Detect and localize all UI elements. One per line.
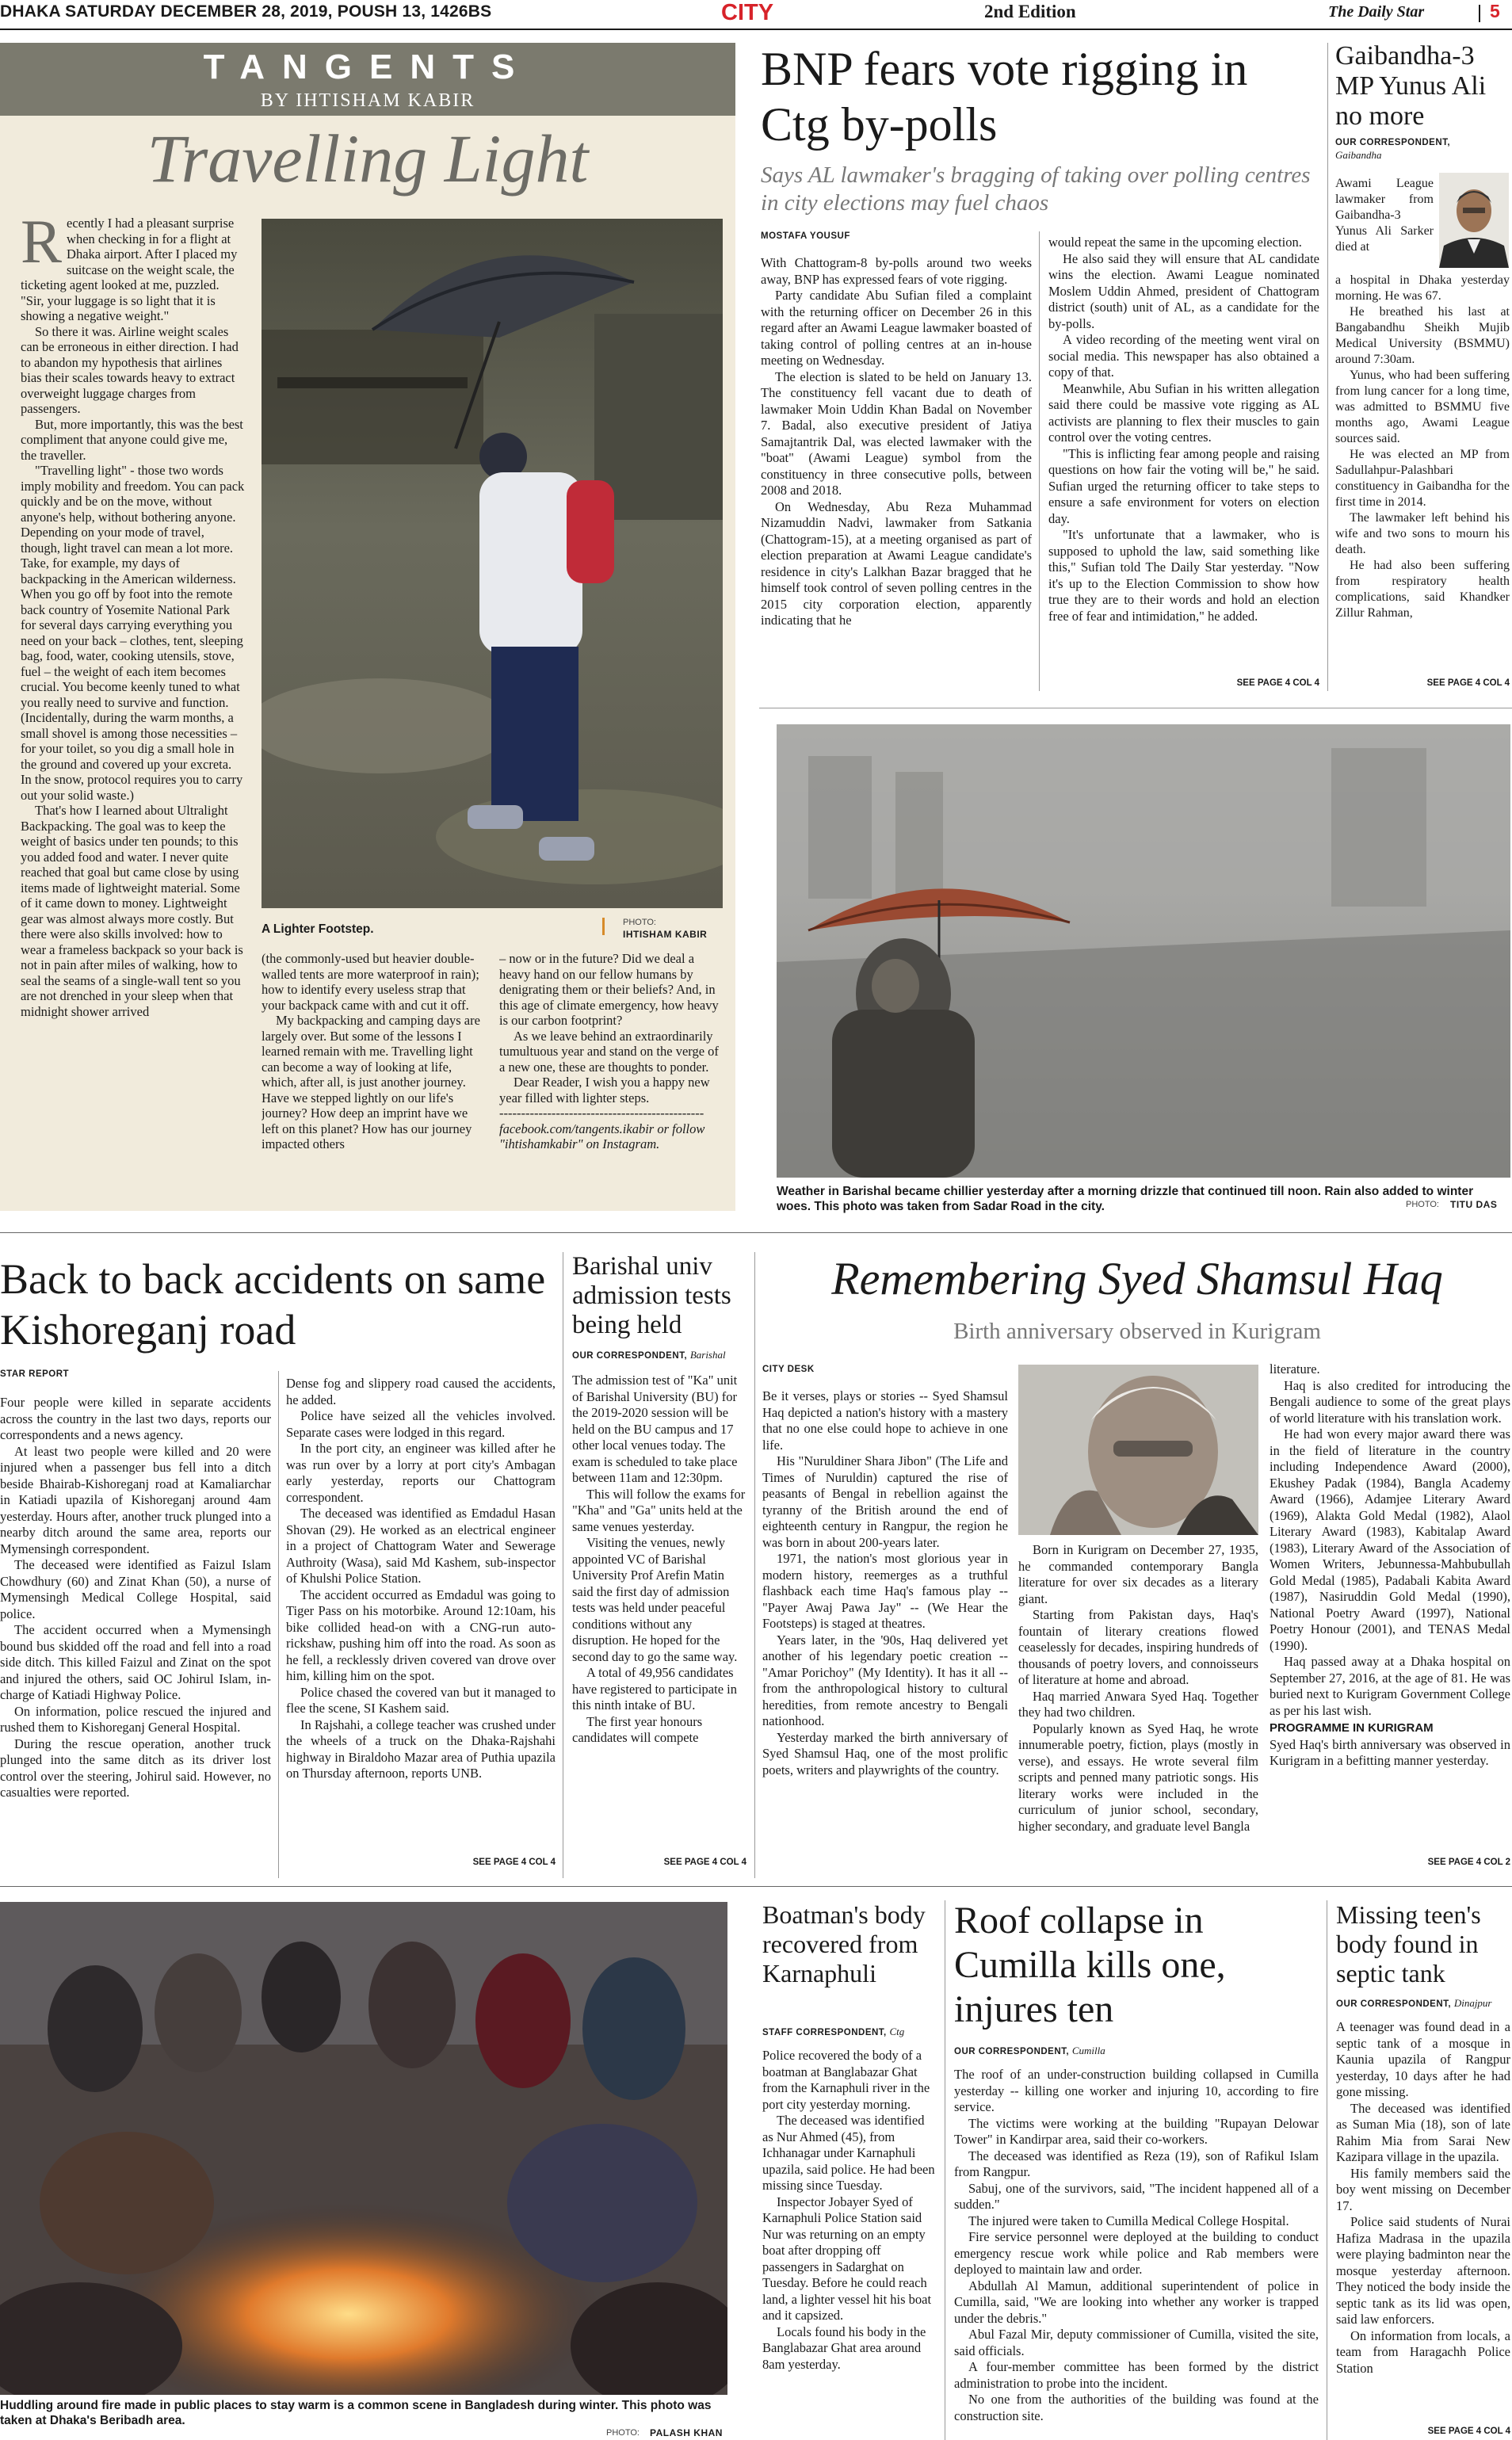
tangents-dropcap: R [21, 216, 63, 276]
accidents-para: Police have seized all the vehicles involved. Separate cases were lodged in this regard. [286, 1408, 556, 1440]
tangents-author: BY IHTISHAM KABIR [260, 90, 475, 111]
accidents-para: At least two people were killed and 20 were injured when a passenger bus fell into a ditch beside Bhairab-Kishoreganj road at Kamaliarchar in Katiadi upazila of Kishoreganj around 4am yesterday. Hours after, another truck plunged into a nearby ditch around the same area, reports our Mymensingh correspondent. [0, 1443, 271, 1556]
haq-subhead: PROGRAMME IN KURIGRAM [1270, 1721, 1434, 1735]
accidents-col2 [286, 1376, 556, 1858]
teen-headline: Missing teen's body found in septic tank [1336, 1900, 1481, 1988]
bnp-headline: BNP fears vote rigging in Ctg by-polls [761, 43, 1248, 151]
tangents-para: So there it was. Airline weight scales can be erroneous in either direction. I had to abandon my hypothesis that airlines bias their scales towards heavy to extract overweight luggage charges from passengers. [21, 323, 239, 416]
gaibandha-para: Yunus, who had been suffering from lung cancer for a long time, was admitted to BSMMU five months ago, Awami League sources said. [1335, 368, 1510, 445]
tangents-para: "Travelling light" - those two words imply mobility and freedom. You can pack quickly and be on the move, without anyone's help, without bothering anyone. Depending on your mode of travel, though, light travel can mean a lot more. Take, for example, my days of backpacking in the American wilderness. When you go off by foot into the remote back country of Yosemite National Park for several days carrying everything you need on your back – clothes, tent, sleeping bag, food, water, cooking utensils, stove, fuel – the weight of each item becomes crucial. You become keenly tuned to what you really need to survive and function. (Incidentally, during the warm months, a small shovel is among those necessities – for your toilet, so you dig a small hole in the ground and covered up your excreta. In the snow, protocol requires you to carry out your solid waste.) [21, 463, 245, 803]
roof-para: The injured were taken to Cumilla Medical College Hospital. [968, 2213, 1289, 2228]
roof-para: Abdullah Al Mamun, additional superintendent of police in Cumilla, said, "We are looking into whether any worker is trapped under the debris." [954, 2278, 1319, 2326]
haq-photo-art [1018, 1365, 1258, 1535]
masthead-rule [0, 29, 1512, 30]
barishal-univ-see-page[interactable]: SEE PAGE 4 COL 4 [663, 1858, 746, 1867]
accidents-para: The deceased was identified as Emdadul Hasan Shovan (29). He worked as an electrical engineer in a project of Chattogram Water and Sewerage Authroity (Wasa), said Md Kashem, sub-inspector of Khulshi Police Station. [286, 1506, 556, 1586]
teen-para: Police said students of Nurai Hafiza Madrasa in the upazila were playing badminton near the mosque yesterday afternoon. They noticed the body inside the septic tank as its lid was open, said law enforcers. [1336, 2214, 1510, 2327]
boatman-body [762, 2048, 937, 2440]
footstep-photo-art [262, 219, 723, 908]
edition-label: 2nd Edition [984, 2, 1076, 21]
barishal-univ-headline: Barishal univ admission tests being held [572, 1252, 731, 1339]
paper-name: The Daily Star [1328, 3, 1425, 21]
haq-para: 1971, the nation's most glorious year in modern history, reemerges as a truthful flashback each time Haq's famous play -- "Payer Awaj Pawa Jay" -- (We Hear the Footsteps) is staged at theatres. [762, 1551, 1008, 1631]
accidents-byline: STAR REPORT [0, 1369, 70, 1379]
tangents-col2 [262, 951, 487, 1205]
barishal-univ-para: The admission test of "Ka" unit of Barishal University (BU) for the 2019-2020 session will be held on the BU campus and 17 other local venues today. The exam is scheduled to take place between 11am and 12:30pm. [572, 1373, 738, 1485]
yunus-photo-art [1439, 173, 1509, 268]
boatman-headline: Boatman's body recovered from Karnaphuli [762, 1900, 926, 1988]
gaibandha-byline-place: Gaibandha [1335, 149, 1382, 161]
bnp-deck: Says AL lawmaker's bragging of taking over polling centres in city elections may fuel chaos [761, 162, 1311, 216]
roof-para: The victims were working at the building "Rupayan Delowar Tower" in Kandirpar area, said their co-workers. [954, 2115, 1319, 2147]
gaibandha-wrap: Awami League lawmaker from Gaibandha-3 Yunus Ali Sarker died at [1335, 177, 1434, 254]
bnp-para: would repeat the same in the upcoming election. [1048, 235, 1302, 250]
gaibandha-body [1335, 273, 1510, 678]
masthead [0, 0, 1512, 27]
footstep-photo [262, 219, 723, 908]
bnp-para: The election is slated to be held on January 13. The constituency fell vacant due to death of lawmaker Moin Uddin Khan Badal on November 7. Badal, also executive president of Jatiya Samajtantrik Dal, was elected lawmaker with the "boat" (Awami League) symbol from the constituency in three consecutive polls, between 2008 and 2018. [761, 368, 1032, 498]
bnp-para: With Chattogram-8 by-polls around two weeks away, BNP has expressed fears of vote rigging. [761, 255, 1032, 287]
barishal-univ-para: This will follow the exams for "Kha" and "Ga" units held at the same venues yesterday. [572, 1486, 746, 1534]
fire-photo-art [0, 1902, 727, 2395]
tangents-para: As we leave behind an extraordinarily tumultuous year and stand on the verge of a new one, these are thoughts to ponder. [499, 1028, 719, 1075]
haq-para: Starting from Pakistan days, Haq's fountain of literary creations flowed ceaselessly for decades, inspiring hundreds of thousands of poetry lovers, and connoisseurs of literature at home and abroad. [1018, 1607, 1258, 1687]
accidents-para: The accident occurred when a Mymensingh bound bus skidded off the road and fell into a road side ditch. This killed Faizul and Zinat on the spot and injured the others, said OC Johirul Islam, in-charge of Katiadi Highway Police. [0, 1622, 271, 1702]
bnp-para: He also said they will ensure that AL candidate wins the election. Awami League nominated Moslem Uddin Ahmed, president of Chattogram district (south) unit of AL, as a candidate for the by-polls. [1048, 250, 1319, 331]
tangents-col3 [499, 951, 724, 1205]
roof-para: Abul Fazal Mir, deputy commissioner of Cumilla, visited the site, said officials. [954, 2327, 1319, 2358]
bnp-byline: MOSTAFA YOUSUF [761, 231, 850, 241]
barishal-univ-para: The first year honours candidates will compete [572, 1713, 703, 1745]
haq-col3 [1270, 1361, 1510, 1854]
fire-caption: Huddling around fire made in public places to stay warm is a common scene in Bangladesh during winter. This photo was taken at Dhaka's Beribadh area. [0, 2399, 712, 2427]
accidents-para: During the rescue operation, another truck plunged into the same ditch as its driver lost control over the steering, Johirul said. However, no casualties were reported. [0, 1735, 271, 1800]
boatman-para: Inspector Jobayer Syed of Karnaphuli Police Station said Nur was returning on an empty boat after dropping off passengers in Sadarghat on Tuesday. Before he could reach land, a lighter vessel hit his boat and it capsized. [762, 2194, 932, 2323]
bnp-col1 [761, 255, 1032, 689]
roof-para: No one from the authorities of the building was found at the construction site. [954, 2392, 1319, 2423]
tangents-para: That's how I learned about Ultralight Backpacking. The goal was to keep the weight of basics under ten pounds; to this you added food and water. I never quite reached that goal but came close by using items made of lightweight material. Some of it came down to money. Lightweight gear was almost always more costly. But there were also skills involved: how to wear a frameless backpack so your back is not in pain after miles of walking, how to seal the seams of a single-wall tent so you are not drenched in your sleep when that midnight shower arrived [21, 803, 243, 1019]
barishal-photo-art [777, 724, 1510, 1178]
roof-para: The roof of an under-construction building collapsed in Cumilla yesterday -- killing one worker and injuring 10, according to fire service. [954, 2067, 1319, 2114]
bnp-para: A video recording of the meeting went viral on social media. This newspaper has also obtained a copy of that. [1048, 332, 1319, 380]
tangents-headline: Travelling Light [147, 120, 589, 197]
haq-para: Syed Haq's birth anniversary was observed in Kurigram in a befitting manner yesterday. [1270, 1736, 1510, 1768]
boatman-para: Locals found his body in the Banglabazar Ghat area around 8am yesterday. [762, 2324, 926, 2372]
gaibandha-para: He breathed his last at Bangabandhu Sheikh Mujib Medical University (BSMMU) around 7:30am. [1335, 305, 1510, 366]
haq-para: Years later, in the '90s, Haq delivered yet another of his legendary poetic creation -- "Amar Porichoy" (My Identity). It has it all -- from the anthropological history to cultural heredities, from remote ancestry to Bengali nationhood. [762, 1632, 1008, 1728]
teen-para: His family members said the boy went missing on December 17. [1336, 2165, 1510, 2213]
gaibandha-para: He was elected an MP from Sadullahpur-Palashbari constituency in Gaibandha for the first time in 2014. [1335, 448, 1510, 509]
haq-para: literature. [1270, 1361, 1320, 1377]
accidents-para: In the port city, an engineer was killed after he was run over by a lorry at port city's Ambagan early yesterday, reports our Chattogram correspondent. [286, 1441, 556, 1505]
teen-see-page[interactable]: SEE PAGE 4 COL 4 [1427, 2427, 1510, 2436]
gaibandha-see-page[interactable]: SEE PAGE 4 COL 4 [1426, 678, 1510, 688]
dateline: DHAKA SATURDAY DECEMBER 28, 2019, POUSH 13, 1426BS [0, 2, 492, 21]
haq-para: Haq passed away at a Dhaka hospital on September 27, 2016, at the age of 81. He was buried next to Kurigram Government College as per his last wish. [1270, 1654, 1510, 1718]
boatman-byline: STAFF CORRESPONDENT, Ctg [762, 2026, 905, 2037]
tangents-para: My backpacking and camping days are largely over. But some of the lessons I learned remain with me. Travelling light can become a way of looking at life, which, after all, is just another journey. Have we stepped lightly on our life's journey? How deep an imprint have we left on this planet? How has our journey impacted others [262, 1013, 480, 1151]
tangents-kicker: TANGENTS [203, 48, 533, 86]
haq-para: Yesterday marked the birth anniversary of Syed Shamsul Haq, one of the most prolific poets, writers and playwrights of the country. [762, 1729, 1008, 1777]
bnp-para: Meanwhile, Abu Sufian in his written allegation said there could be massive vote rigging as AL activists are planning to flex their muscles to gain control over the voting centres. [1048, 380, 1319, 445]
roof-para: A four-member committee has been formed by the district administration to probe into the incident. [954, 2359, 1319, 2391]
roof-headline: Roof collapse in Cumilla kills one, injures ten [954, 1900, 1226, 2030]
bnp-col2 [1048, 235, 1319, 680]
haq-col1 [762, 1388, 1008, 1872]
tangents-para: (the commonly-used but heavier double-walled tents are more waterproof in rain); how to identify every useless strap that your backpack came with and cut it off. [262, 951, 479, 1013]
section-name: CITY [721, 0, 774, 25]
haq-para: Haq married Anwara Syed Haq. Together they had two children. [1018, 1688, 1258, 1720]
haq-para: He had won every major award there was in the field of literature in the country including Independence Award (2000), Ekushey Padak (1984), Bangla Academy Award (1966), Adamjee Literary Award (1969), Alakta Gold Medal (1982), Alaol Literary Award (1983), Kabitalap Award (1983), Literary Award of the Association of Women Writers, Jebunnessa-Mahbubullah Gold Medal (1985), Padabali Kabita Award (1987), Nasiruddin Gold Medal (1990), National Poetry Award (1997), National Poetry Honour (2001), and TENAS Medal (1990). [1270, 1426, 1510, 1653]
teen-para: On information from locals, a team from Haragachh Police Station [1336, 2327, 1510, 2376]
teen-para: A teenager was found dead in a septic tank of a mosque in Kaunia upazila of Rangpur yesterday, 10 days after he had gone missing. [1336, 2019, 1510, 2099]
accidents-para: On information, police rescued the injured and rushed them to Kishoreganj General Hospital. [0, 1703, 271, 1735]
fire-photo [0, 1902, 727, 2395]
haq-para: Be it verses, plays or stories -- Syed Shamsul Haq depicted a nation's history with a mastery that no one else could hope to achieve in one life. [762, 1388, 1008, 1453]
gaibandha-headline: Gaibandha-3 MP Yunus Ali no more [1335, 41, 1487, 131]
bnp-see-page[interactable]: SEE PAGE 4 COL 4 [1236, 678, 1319, 688]
accidents-para: In Rajshahi, a college teacher was crushed under the wheels of a truck on the Dhaka-Rajshahi highway in Biraldoho Mazar area of Puthia upazila on Thursday afternoon, reports UNB. [286, 1716, 556, 1781]
footstep-credit: IHTISHAM KABIR [623, 929, 708, 940]
teen-byline: OUR CORRESPONDENT, Dinajpur [1336, 1997, 1492, 2009]
haq-para: Popularly known as Syed Haq, he wrote innumerable poetry, fiction, plays (mostly in verse), and essays. He wrote several film scripts and penned many patriotic songs. His literary works were included in the curriculum of junior school, secondary, higher secondary, and graduate level Bangla [1018, 1720, 1258, 1834]
barishal-caption: Weather in Barishal became chillier yesterday after a morning drizzle that continued till noon. Rain also added to winter woes. This photo was taken from Sadar Road in the city. [777, 1185, 1474, 1213]
boatman-para: Police recovered the body of a boatman at Banglabazar Ghat from the Karnaphuli river in the port city yesterday morning. [762, 2048, 930, 2112]
footstep-credit-label: PHOTO: [623, 918, 656, 927]
roof-byline: OUR CORRESPONDENT, Cumilla [954, 2045, 1105, 2056]
tangents-banner [0, 43, 735, 116]
bnp-para: "It's unfortunate that a lawmaker, who is supposed to uphold the law, said something like this," Sufian told The Daily Star yesterday. "Now it's up to the Election Commission to show how true they are to their words and hold an election free of fear and intimidation," he added. [1048, 527, 1319, 624]
roof-para: The deceased was identified as Reza (19), son of Rafikul Islam from Rangpur. [954, 2148, 1319, 2179]
haq-see-page[interactable]: SEE PAGE 4 COL 2 [1427, 1858, 1510, 1867]
haq-deck: Birth anniversary observed in Kurigram [953, 1319, 1321, 1344]
tangents-para: Dear Reader, I wish you a happy new year filled with lighter steps. [499, 1075, 710, 1105]
barishal-univ-body [572, 1373, 746, 1856]
gaibandha-para: a hospital in Dhaka yesterday morning. He was 67. [1335, 273, 1510, 303]
tangents-para: – now or in the future? Did we deal a heavy hand on our fellow humans by denigrating them or their beliefs? And, in this age of climate emergency, how heavy is our carbon footprint? [499, 951, 719, 1028]
accidents-para: Four people were killed in separate accidents across the country in the last two days, reports our correspondents and a news agency. [0, 1395, 271, 1442]
accidents-para: Police chased the covered van but it managed to flee the scene, SI Kashem said. [286, 1684, 556, 1716]
barishal-photo [777, 724, 1510, 1178]
tangents-dashes: ----------------------------------------------- [499, 1105, 704, 1121]
roof-body [954, 2067, 1319, 2440]
tangents-footer-note: facebook.com/tangents.ikabir or follow "ihtishamkabir" on Instagram. [499, 1121, 705, 1151]
tangents-para: ecently I had a pleasant surprise when checking in for a flight at Dhaka airport. After I placed my suitcase on the weight scale, the ticketing agent looked at me, puzzled. "Sir, your luggage is so light that it is showing a negative weight." [21, 216, 238, 323]
yunus-photo [1439, 173, 1509, 268]
barishal-univ-para: Visiting the venues, newly appointed VC of Barishal University Prof Arefin Matin said the first day of admission tests was held under peaceful conditions without any disruption. He hoped for the second day to go the same way. [572, 1535, 738, 1664]
barishal-univ-byline: OUR CORRESPONDENT, Barishal [572, 1349, 726, 1361]
accidents-para: The accident occurred as Emdadul was going to Tiger Pass on his motorbike. Around 12:10am, his bike collided head-on with a CNG-run auto-rickshaw, pushing him off into the road. As soon as he fell, a recklessly driven covered van drove over him, killing him on the spot. [286, 1587, 556, 1683]
barishal-credit-label: PHOTO: [1406, 1200, 1439, 1209]
teen-para: The deceased was identified as Suman Mia (18), son of late Rahim Mia from Sarai New Kazipara village in the upazila. [1336, 2100, 1510, 2164]
accidents-see-page[interactable]: SEE PAGE 4 COL 4 [472, 1858, 556, 1867]
tangents-col1 [21, 216, 245, 1206]
barishal-univ-para: A total of 49,956 candidates have registered to participate in this ninth intake of BU. [572, 1665, 737, 1713]
fire-credit-label: PHOTO: [606, 2428, 640, 2438]
footstep-caption: A Lighter Footstep. [262, 922, 374, 936]
haq-headline: Remembering Syed Shamsul Haq [831, 1253, 1443, 1304]
haq-para: His "Nuruldiner Shara Jibon" (The Life and Times of Nuruldin) captured the rise of peasants of Bengal in rebellion against the tyranny of the British around the end of eighteenth century in Rangpur, the region he was born in about 200-years later. [762, 1453, 1008, 1550]
bnp-para: "This is inflicting fear among people and raising questions on how fair the voting will be," he said. Sufian urged the returning officer to take steps to ensure a safe environment for voters on election day. [1048, 445, 1319, 526]
teen-body [1336, 2019, 1510, 2423]
gaibandha-para: The lawmaker left behind his wife and two sons to mourn his death. [1335, 511, 1510, 556]
tangents-para: But, more importantly, this was the best compliment that anyone could give me, the traveller. [21, 416, 243, 463]
bnp-para: Party candidate Abu Sufian filed a complaint with the returning officer on December 26 in this regard after an Awami League lawmaker boasted of taking control of polling centres at an in-house meeting on Wednesday. [761, 288, 1032, 368]
accidents-para: Dense fog and slippery road caused the accidents, he added. [286, 1376, 556, 1407]
gaibandha-byline: OUR CORRESPONDENT, [1335, 138, 1451, 147]
haq-col2 [1018, 1542, 1258, 1870]
haq-para: Haq is also credited for introducing the Bengali audience to some of the great plays of world literature with his translation work. [1270, 1377, 1510, 1426]
page-number: 5 [1490, 1, 1500, 21]
haq-para: Born in Kurigram on December 27, 1935, he commanded contemporary Bangla literature for over six decades as a literary giant. [1018, 1542, 1258, 1606]
fire-credit: PALASH KHAN [650, 2427, 723, 2438]
roof-para: Sabuj, one of the survivors, said, "The incident happened all of a sudden." [954, 2180, 1319, 2212]
haq-photo [1018, 1365, 1258, 1535]
boatman-para: The deceased was identified as Nur Ahmed (45), from Ichhanagar under Karnaphuli upazila, said police. He had been missing since Tuesday. [762, 2113, 935, 2193]
roof-para: Fire service personnel were deployed at the building to conduct emergency rescue work while police and Rab members were deployed to maintain law and order. [954, 2229, 1319, 2277]
barishal-credit: TITU DAS [1450, 1199, 1498, 1210]
accidents-para: The deceased were identified as Faizul Islam Chowdhury (60) and Zinat Khan (50), a nurse of Mymensingh Medical College Hospital, said police. [0, 1557, 271, 1621]
haq-byline: CITY DESK [762, 1365, 815, 1374]
accidents-headline: Back to back accidents on same Kishoreganj road [0, 1255, 546, 1354]
gaibandha-para: He had also been suffering from respiratory health complications, said Khandker Zillur Rahman, [1335, 559, 1510, 620]
bnp-para: On Wednesday, Abu Reza Muhammad Nizamuddin Nadvi, lawmaker from Satkania (Chattogram-15), at a meeting organised as part of election preparation at Awami League candidate's residence in city's Lalkhan Bazar bragged that he himself took control of seven polling centres in the 2015 city corporation election, apparently indicating that he [761, 498, 1032, 628]
accidents-col1 [0, 1395, 271, 1870]
